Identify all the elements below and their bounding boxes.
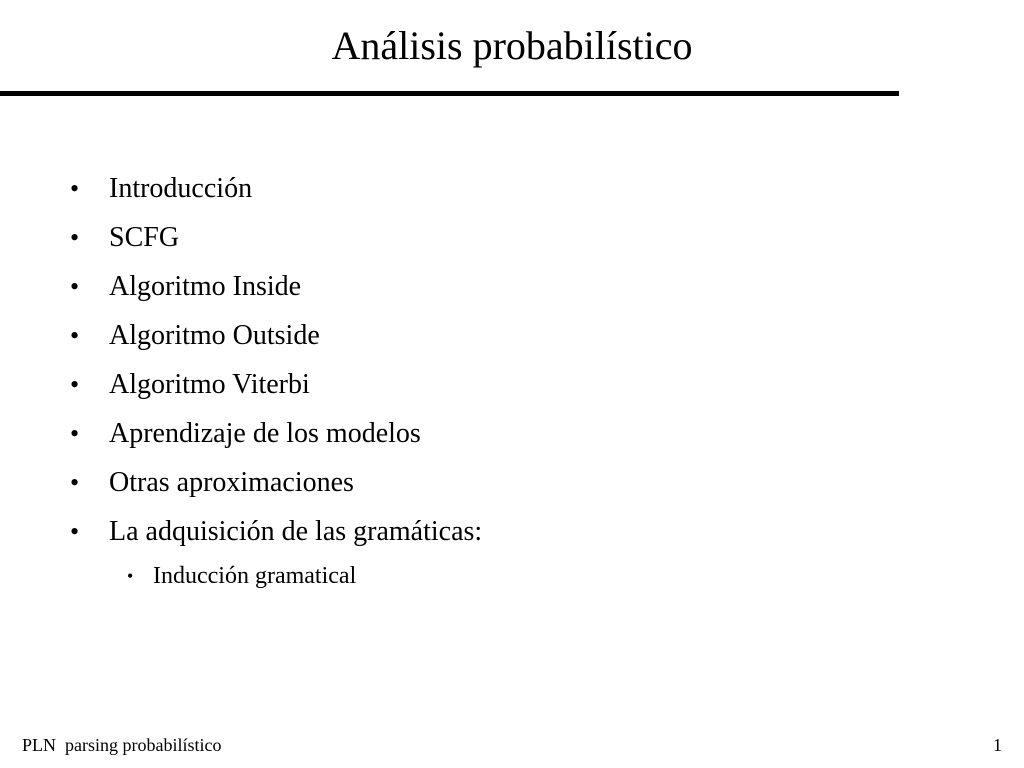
bullet-text: Algoritmo Viterbi bbox=[109, 369, 310, 400]
bullet-text: Algoritmo Outside bbox=[109, 320, 320, 351]
bullet-text: Aprendizaje de los modelos bbox=[109, 418, 421, 449]
bullet-dot: • bbox=[70, 370, 80, 399]
bullet-text: Algoritmo Inside bbox=[109, 271, 302, 302]
title-underline bbox=[0, 91, 899, 96]
bullet-text: Otras aproximaciones bbox=[109, 467, 354, 498]
bullet-dot: • bbox=[70, 321, 80, 350]
bullet-dot: • bbox=[70, 419, 80, 448]
sub-bullet-text: Inducción gramatical bbox=[153, 563, 357, 589]
footer-course-label: PLN parsing probabilístico bbox=[22, 735, 222, 755]
footer-page-number: 1 bbox=[993, 735, 1002, 755]
bullet-dot: • bbox=[70, 174, 80, 203]
bullet-dot: • bbox=[70, 272, 80, 301]
bullet-dot: • bbox=[70, 517, 80, 546]
bullet-dot: • bbox=[70, 223, 80, 252]
sub-bullet-dot: • bbox=[127, 566, 134, 586]
bullet-text: SCFG bbox=[109, 222, 180, 253]
bullet-text: Introducción bbox=[109, 173, 253, 204]
bullet-text: La adquisición de las gramáticas: bbox=[109, 516, 483, 547]
bullet-dot: • bbox=[70, 468, 80, 497]
slide-title: Análisis probabilístico bbox=[331, 23, 693, 68]
